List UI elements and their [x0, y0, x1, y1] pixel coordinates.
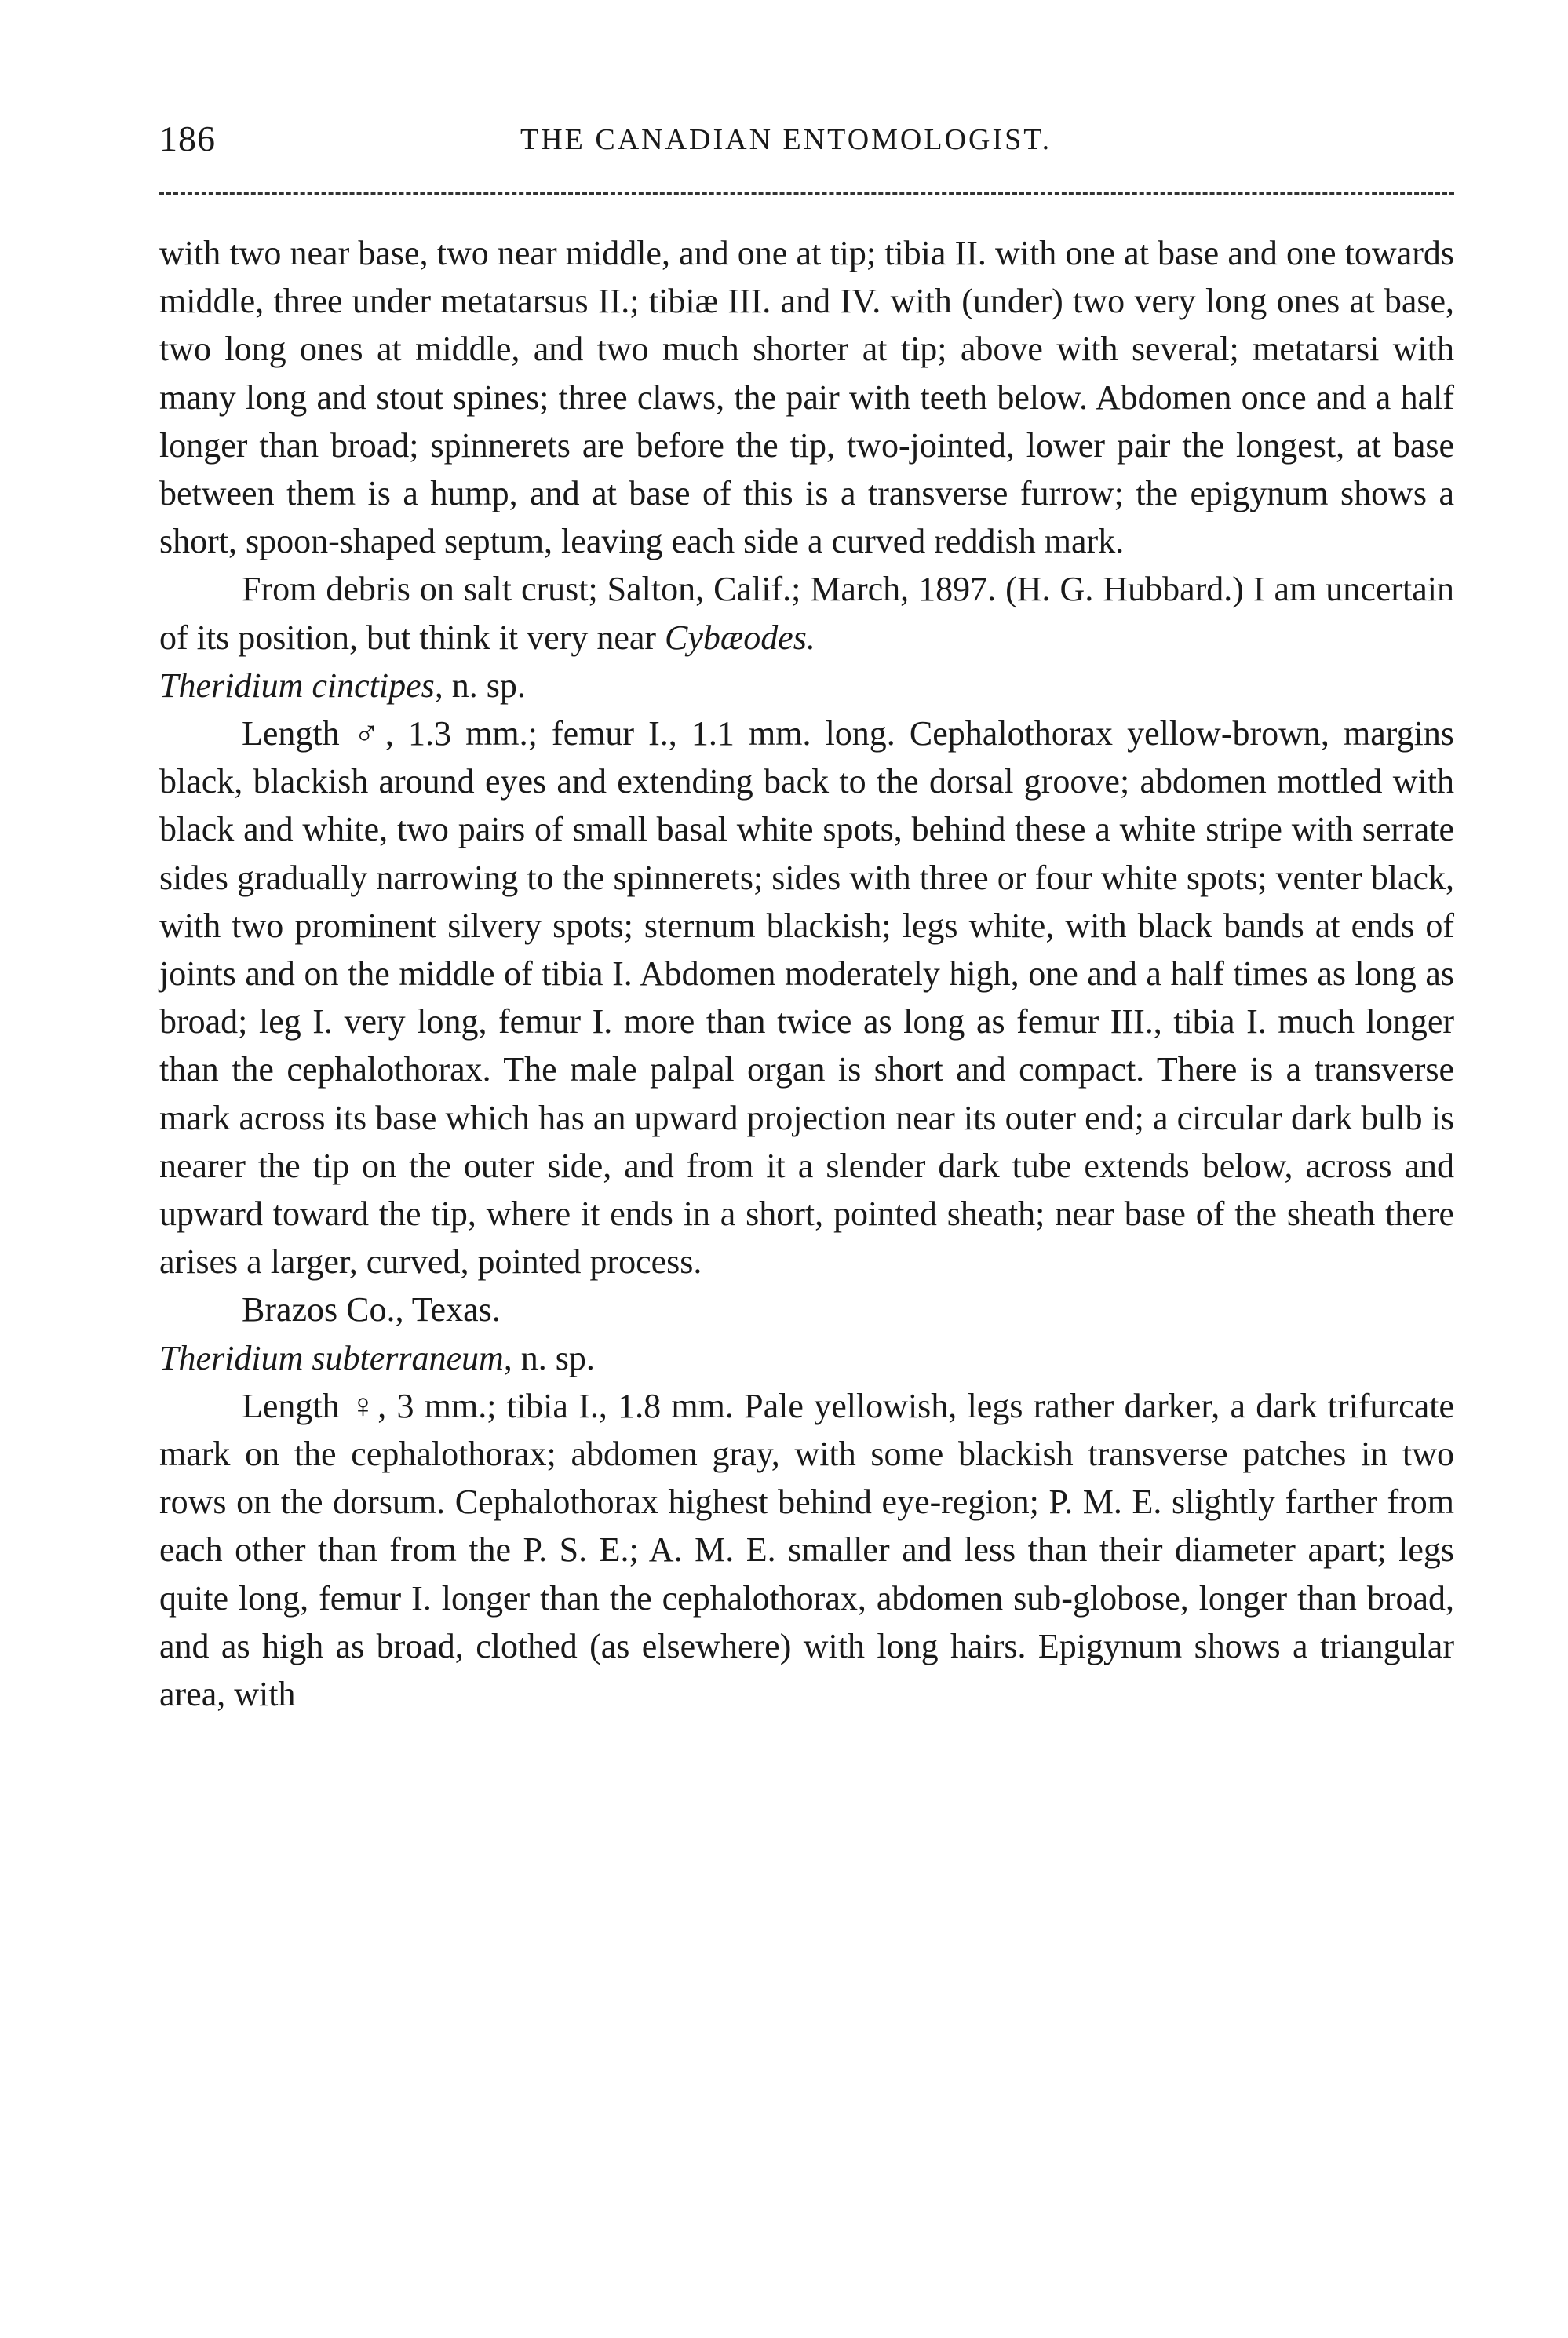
- paragraph-cinctipes-description: Length ♂, 1.3 mm.; femur I., 1.1 mm. long. Cephalothorax yellow-brown, margins black, blackish around eyes and extending back to the dorsal groove; abdomen mottled with black and white, two pairs of small basal white spots, behind these a white stripe with serrate sides gradually narrowing to the spinnerets; sides with three or four white spots; venter black, with two prominent silvery spots; sternum blackish; legs white, with black bands at ends of joints and on the middle of tibia I. Abdomen moderately high, one and a half times as long as broad; leg I. very long, femur I. more than twice as long as femur III., tibia I. much longer than the cephalothorax. The male palpal organ is short and compact. There is a transverse mark across its base which has an upward projection near its outer end; a circular dark bulb is nearer the tip on the outer side, and from it a slender dark tube extends below, across and upward toward the tip, where it ends in a short, pointed sheath; near base of the sheath there arises a larger, curved, pointed process.: [159, 714, 1454, 1282]
- species-heading-subterraneum: [159, 1334, 1454, 1382]
- running-title: THE CANADIAN ENTOMOLOGIST.: [520, 123, 1052, 156]
- page-number: 186: [159, 119, 216, 159]
- paragraph-subterraneum-description: Length ♀, 3 mm.; tibia I., 1.8 mm. Pale yellowish, legs rather darker, a dark trifurcate mark on the cephalothorax; abdomen gray, with some blackish transverse patches in two rows on the dorsum. Cephalothorax highest behind eye-region; P. M. E. slightly farther from each other than from the P. S. E.; A. M. E. smaller and less than their diameter apart; legs quite long, femur I. longer than the cephalothorax, abdomen sub-globose, longer than broad, and as high as broad, clothed (as elsewhere) with long hairs. Epigynum shows a triangular area, with: [159, 1386, 1454, 1714]
- genus-reference: Cybæodes.: [665, 618, 815, 657]
- species-heading-cinctipes: [159, 662, 1454, 709]
- species-name-cinctipes: Theridium cinctipes,: [159, 666, 443, 705]
- header-rule: [159, 192, 1454, 195]
- body-text: [159, 229, 1454, 1718]
- paragraph-cinctipes-locality: Brazos Co., Texas.: [242, 1290, 501, 1329]
- paragraph-locality-note: [159, 565, 1454, 661]
- page-header: [159, 118, 1454, 173]
- locality-note-text: From debris on salt crust; Salton, Calif.; March, 1897. (H. G. Hubbard.) I am uncertain of its position, but think it very near: [159, 570, 1454, 657]
- species-suffix-cinctipes: n. sp.: [443, 666, 526, 705]
- species-suffix-subterraneum: n. sp.: [512, 1338, 595, 1377]
- paragraph-continuation: with two near base, two near middle, and one at tip; tibia II. with one at base and one towards middle, three under metatarsus II.; tibiæ III. and IV. with (under) two very long ones at base, two long ones at middle, and two much shorter at tip; above with several; metatarsi with many long and stout spines; three claws, the pair with teeth below. Abdomen once and a half longer than broad; spinnerets are before the tip, two-jointed, lower pair the longest, at base between them is a hump, and at base of this is a transverse furrow; the epigynum shows a short, spoon-shaped septum, leaving each side a curved reddish mark.: [159, 234, 1454, 561]
- species-name-subterraneum: Theridium subterraneum,: [159, 1338, 512, 1377]
